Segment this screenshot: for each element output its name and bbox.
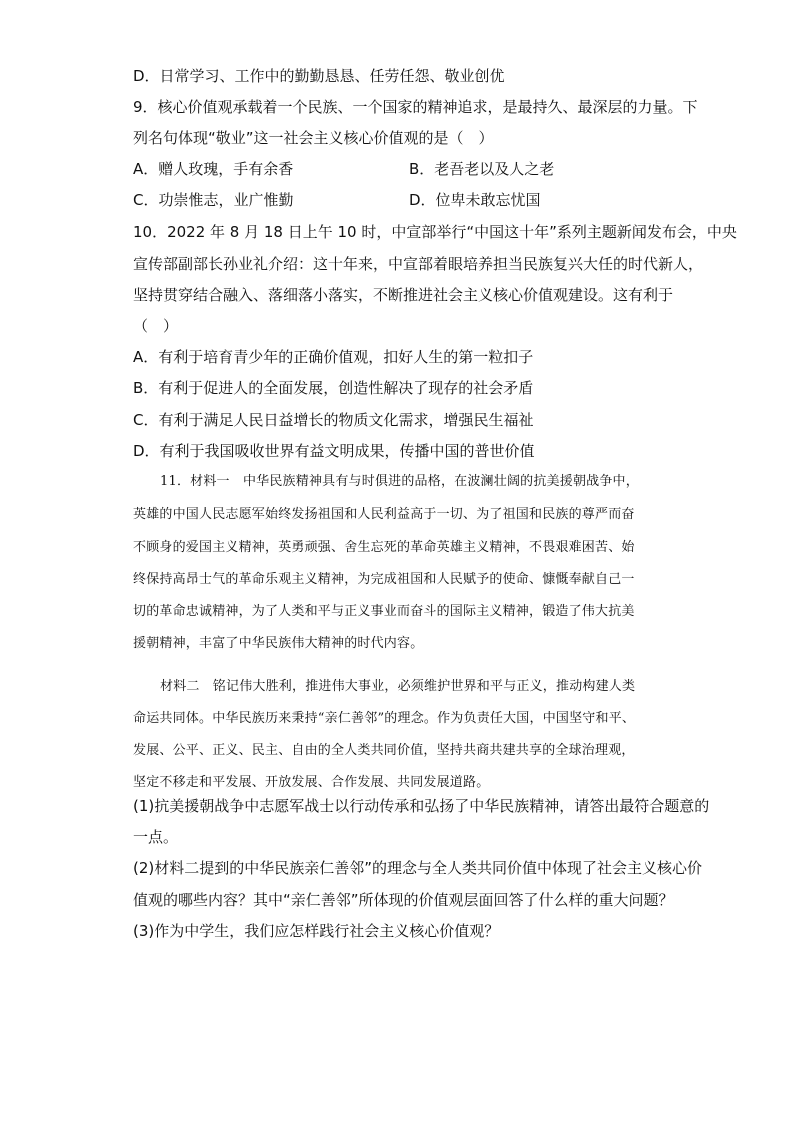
q9-stem-line2: 列名句体现“敬业”这一社会主义核心价值观的是（ ） [133, 129, 494, 147]
q10-stem-line4: （ ） [133, 317, 179, 335]
q10-option-c: C．有利于满足人民日益增长的物质文化需求，增强民生福祉 [133, 411, 534, 429]
q11-material1-line: 终保持高昂士气的革命乐观主义精神，为完成祖国和人民赋予的使命、慷慨奉献自己一 [133, 572, 635, 587]
q9-option-d: D．位卑未敢忘忧国 [409, 191, 541, 209]
q8-option-d: D．日常学习、工作中的勤勤恳恳、任劳任怨、敬业创优 [133, 67, 505, 85]
q11-material1-line: 英雄的中国人民志愿军始终发扬祖国和人民利益高于一切、为了祖国和民族的尊严而奋 [133, 507, 635, 522]
q9-stem-line1: 9．核心价值观承载着一个民族、一个国家的精神追求，是最持久、最深层的力量。下 [133, 98, 698, 116]
q10-stem-line3: 坚持贯穿结合融入、落细落小落实，不断推进社会主义核心价值观建设。这有利于 [133, 286, 674, 304]
q11-sub2-line2: 值观的哪些内容？其中“亲仁善邻”所体现的价值观层面回答了什么样的重大问题？ [133, 891, 674, 909]
q11-sub2-line1: (2)材料二提到的中华民族亲仁善邻”的理念与全人类共同价值中体现了社会主义核心价 [133, 859, 703, 877]
q11-material2-line: 命运共同体。中华民族历来秉持“亲仁善邻”的理念。作为负责任大国，中国坚守和平、 [133, 711, 636, 726]
q11-sub1-line1: (1)抗美援朝战争中志愿军战士以行动传承和弘扬了中华民族精神，请答出最符合题意的 [133, 797, 710, 815]
q11-material2-line: 材料二 铭记伟大胜利，推进伟大事业，必须维护世界和平与正义，推动构建人类 [160, 679, 636, 694]
q9-option-a: A．赠人玫瑰，手有余香 [133, 160, 294, 178]
q9-option-b: B．老吾老以及人之老 [409, 160, 555, 178]
q10-option-a: A．有利于培育青少年的正确价值观，扣好人生的第一粒扣子 [133, 348, 534, 366]
q11-material1-line: 不顾身的爱国主义精神，英勇顽强、舍生忘死的革命英雄主义精神，不畏艰难困苦、始 [133, 540, 635, 555]
q11-material2-line: 坚定不移走和平发展、开放发展、合作发展、共同发展道路。 [133, 775, 490, 790]
q11-sub3-line1: (3)作为中学生，我们应怎样践行社会主义核心价值观？ [133, 922, 500, 940]
q11-material2-line: 发展、公平、正义、民主、自由的全人类共同价值，坚持共商共建共享的全球治理观， [133, 743, 635, 758]
q10-stem-line2: 宣传部副部长孙业礼介绍：这十年来，中宣部着眼培养担当民族复兴大任的时代新人， [133, 255, 704, 273]
q10-stem-line1: 10．2022 年 8 月 18 日上午 10 时，中宣部举行“中国这十年”系列主题新闻发布会，中央 [133, 223, 737, 241]
q11-material1-line: 切的革命忠诚精神，为了人类和平与正义事业而奋斗的国际主义精神，锻造了伟大抗美 [133, 604, 635, 619]
q11-material1-line: 援朝精神，丰富了中华民族伟大精神的时代内容。 [133, 636, 424, 651]
q10-option-d: D．有利于我国吸收世界有益文明成果，传播中国的普世价值 [133, 442, 535, 460]
q11-material1-line: 11．材料一 中华民族精神具有与时俱进的品格，在波澜壮阔的抗美援朝战争中， [160, 474, 639, 489]
q10-option-b: B．有利于促进人的全面发展，创造性解决了现存的社会矛盾 [133, 379, 534, 397]
q9-option-c: C．功崇惟志，业广惟勤 [133, 191, 294, 209]
q11-sub1-line2: 一点。 [133, 828, 179, 846]
